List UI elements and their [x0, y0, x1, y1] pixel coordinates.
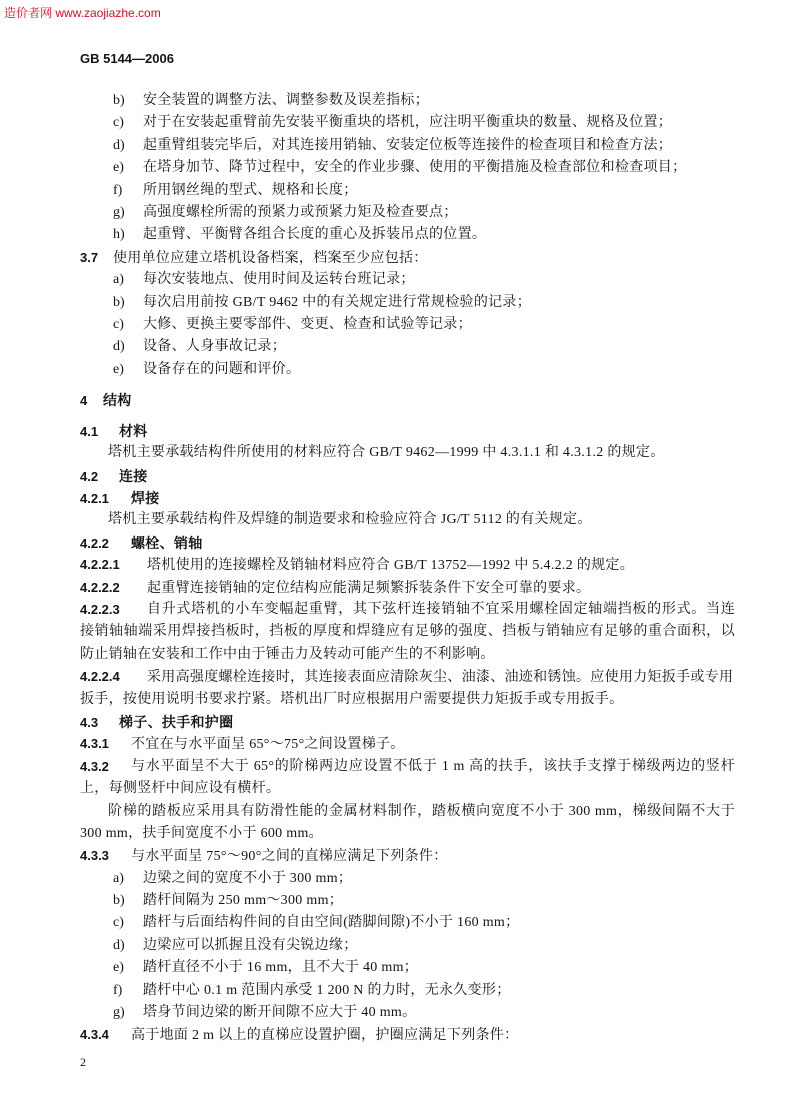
heading-title: 焊接 — [131, 490, 160, 507]
list-item — [0, 269, 800, 291]
list-item-label: b) — [113, 93, 125, 108]
list-item-text: 设备、人身事故记录； — [143, 339, 286, 355]
clause-text: 起重臂连接销轴的定位结构应能满足频繁拆装条件下安全可靠的要求。 — [147, 580, 591, 596]
list-item — [0, 1002, 800, 1024]
list-item — [0, 180, 800, 202]
heading-title: 梯子、扶手和护圈 — [119, 713, 234, 730]
clause-number: 4.3.4 — [80, 1027, 109, 1043]
list-item — [0, 336, 800, 358]
heading-number: 4.2.2 — [80, 535, 109, 551]
site-watermark: 造价者网 www.zaojiazhe.com — [4, 6, 161, 20]
list-item — [0, 935, 800, 957]
list-item-text: 每次启用前按 GB/T 9462 中的有关规定进行常规检验的记录； — [143, 294, 532, 310]
list-item-text: 起重臂、平衡臂各组合长度的重心及拆装吊点的位置。 — [143, 227, 487, 243]
clause-4-3-2-paragraph-line-2 — [0, 823, 800, 845]
clause-text: 不宜在与水平面呈 65°～75°之间设置梯子。 — [131, 737, 405, 753]
list-item-text: 踏杆中心 0.1 m 范围内承受 1 200 N 的力时，无永久变形； — [143, 982, 511, 998]
list-item-label: d) — [113, 137, 125, 153]
clause-3-7 — [0, 247, 800, 269]
heading-number: 4.2.1 — [80, 491, 109, 507]
clause-number: 4.3.3 — [80, 848, 109, 864]
heading-title: 连接 — [119, 467, 148, 484]
list-item-text: 踏杆间隔为 250 mm～300 mm； — [143, 893, 344, 909]
clause-text: 塔机使用的连接螺栓及销轴材料应符合 GB/T 13752—1992 中 5.4.2.2 的规定。 — [147, 558, 635, 574]
list-item-text: 起重臂组装完毕后，对其连接用销轴、安装定位板等连接件的检查项目和检查方法； — [143, 137, 673, 153]
heading-4-2-2 — [0, 532, 800, 554]
clause-4-2-2-3-line-3 — [0, 644, 800, 666]
list-item-label: g) — [113, 1005, 125, 1021]
list-item-label: e) — [113, 160, 124, 176]
list-item-text: 边梁应可以抓握且没有尖锐边缘； — [143, 937, 358, 953]
clause-4-2-2-1 — [0, 554, 800, 576]
clause-number: 3.7 — [80, 249, 99, 265]
clause-4-3-1 — [0, 733, 800, 755]
list-item — [0, 90, 800, 112]
list-item-text: 踏杆与后面结构件间的自由空间(踏脚间隙)不小于 160 mm； — [143, 915, 520, 931]
list-item-text: 踏杆直径不小于 16 mm，且不大于 40 mm； — [143, 960, 419, 976]
list-item-label: d) — [113, 339, 125, 355]
clause-text-line: 上，每侧竖杆中间应设有横杆。 — [80, 781, 281, 797]
heading-title: 结构 — [103, 392, 132, 409]
heading-4-2 — [0, 465, 800, 487]
list-item — [0, 202, 800, 224]
list-item-label: h) — [113, 227, 125, 243]
clause-number: 4.2.2.1 — [80, 557, 120, 573]
clause-text-line: 采用高强度螺栓连接时，其连接表面应清除灰尘、油漆、油迹和锈蚀。应使用力矩扳手或专用 — [147, 670, 734, 686]
paragraph-line: 300 mm，扶手间宽度不小于 600 mm。 — [80, 825, 323, 841]
clause-text: 使用单位应建立塔机设备档案，档案至少应包括： — [113, 250, 428, 266]
heading-title: 材料 — [119, 422, 148, 439]
clause-number: 4.3.1 — [80, 736, 109, 752]
heading-4-3 — [0, 711, 800, 733]
clause-4-3-2-line-2 — [0, 778, 800, 800]
list-item-text: 边梁之间的宽度不小于 300 mm； — [143, 870, 353, 886]
list-item-text: 塔身节间边梁的断开间隙不应大于 40 mm。 — [143, 1005, 417, 1021]
clause-text-line: 接销轴轴端采用焊接挡板时，挡板的厚度和焊缝应有足够的强度、挡板与销轴应有足够的重合面积，以 — [80, 624, 735, 640]
list-item — [0, 957, 800, 979]
clause-4-3-4 — [0, 1024, 800, 1046]
heading-title: 螺栓、销轴 — [131, 534, 203, 551]
list-item-label: f) — [113, 982, 123, 998]
list-item — [0, 112, 800, 134]
list-item-text: 每次安装地点、使用时间及运转台班记录； — [143, 272, 415, 288]
list-item-text: 在塔身加节、降节过程中，安全的作业步骤、使用的平衡措施及检查部位和检查项目； — [143, 160, 687, 176]
list-item-label: b) — [113, 294, 125, 310]
list-item-text: 安全装置的调整方法、调整参数及误差指标； — [143, 93, 429, 108]
list-item-label: a) — [113, 272, 124, 288]
list-item-label: b) — [113, 893, 125, 909]
list-item-label: e) — [113, 361, 124, 377]
heading-number: 4.2 — [80, 468, 99, 484]
list-item — [0, 359, 800, 381]
list-item-label: c) — [113, 316, 124, 332]
clause-text-line: 与水平面呈不大于 65°的阶梯两边应设置不低于 1 m 高的扶手，该扶手支撑于梯级两边的竖杆 — [131, 758, 735, 774]
list-item — [0, 135, 800, 157]
clause-number: 4.2.2.4 — [80, 669, 120, 685]
clause-number: 4.2.2.2 — [80, 579, 120, 595]
heading-number: 4 — [80, 393, 88, 409]
list-item-label: e) — [113, 960, 124, 976]
clause-4-2-2-3 — [0, 599, 800, 621]
clause-4-2-2-2 — [0, 577, 800, 599]
list-item-text: 所用钢丝绳的型式、规格和长度； — [143, 182, 358, 198]
clause-4-1-text: 塔机主要承载结构件所使用的材料应符合 GB/T 9462—1999 中 4.3.1.1 和 4.3.1.2 的规定。 — [108, 445, 665, 461]
clause-4-3-3 — [0, 845, 800, 867]
clause-text-line: 自升式塔机的小车变幅起重臂，其下弦杆连接销轴不宜采用螺栓固定轴端挡板的形式。当连 — [147, 601, 735, 617]
running-header: GB 5144—2006 — [80, 51, 174, 66]
list-item-label: c) — [113, 115, 124, 131]
list-item-label: f) — [113, 182, 123, 198]
clause-4-3-2-paragraph — [0, 801, 800, 823]
clause-4-2-2-4 — [0, 666, 800, 688]
list-item-text: 设备存在的问题和评价。 — [143, 361, 301, 377]
list-item — [0, 314, 800, 336]
clause-text-line: 扳手，按使用说明书要求拧紧。塔机出厂时应根据用户需要提供力矩扳手或专用扳手。 — [80, 691, 624, 707]
clause-text-line: 防止销轴在安装和工作中由于锤击力及转动可能产生的不利影响。 — [80, 646, 495, 662]
list-item-text: 高强度螺栓所需的预紧力或预紧力矩及检查要点； — [143, 204, 458, 220]
heading-4-1 — [0, 420, 800, 442]
heading-4-2-1 — [0, 487, 800, 509]
clause-text: 与水平面呈 75°～90°之间的直梯应满足下列条件： — [131, 849, 448, 865]
list-item — [0, 912, 800, 934]
list-item-label: a) — [113, 870, 124, 886]
list-item-label: g) — [113, 204, 125, 220]
clause-4-2-2-4-line-2 — [0, 689, 800, 711]
document-body — [0, 90, 800, 1047]
list-item — [0, 890, 800, 912]
list-item — [0, 157, 800, 179]
list-item — [0, 224, 800, 246]
list-item — [0, 980, 800, 1002]
heading-number: 4.1 — [80, 423, 99, 439]
clause-4-3-2 — [0, 756, 800, 778]
list-item-label: d) — [113, 937, 125, 953]
clause-4-2-2-3-line-2 — [0, 621, 800, 643]
list-item-label: c) — [113, 915, 124, 931]
heading-4 — [0, 389, 800, 411]
paragraph-line: 阶梯的踏板应采用具有防滑性能的金属材料制作，踏板横向宽度不小于 300 mm，梯级间隔不大于 — [108, 803, 735, 819]
clause-number: 4.2.2.3 — [80, 601, 120, 617]
list-item — [0, 868, 800, 890]
list-item — [0, 292, 800, 314]
page-number: 2 — [80, 1055, 86, 1069]
list-item-text: 对于在安装起重臂前先安装平衡重块的塔机，应注明平衡重块的数量、规格及位置； — [143, 115, 673, 131]
clause-text: 高于地面 2 m 以上的直梯应设置护圈，护圈应满足下列条件： — [131, 1028, 519, 1044]
clause-number: 4.3.2 — [80, 758, 109, 774]
heading-number: 4.3 — [80, 714, 99, 730]
list-item-text: 大修、更换主要零部件、变更、检查和试验等记录； — [143, 316, 472, 332]
clause-4-2-1-text: 塔机主要承载结构件及焊缝的制造要求和检验应符合 JG/T 5112 的有关规定。 — [108, 512, 592, 528]
